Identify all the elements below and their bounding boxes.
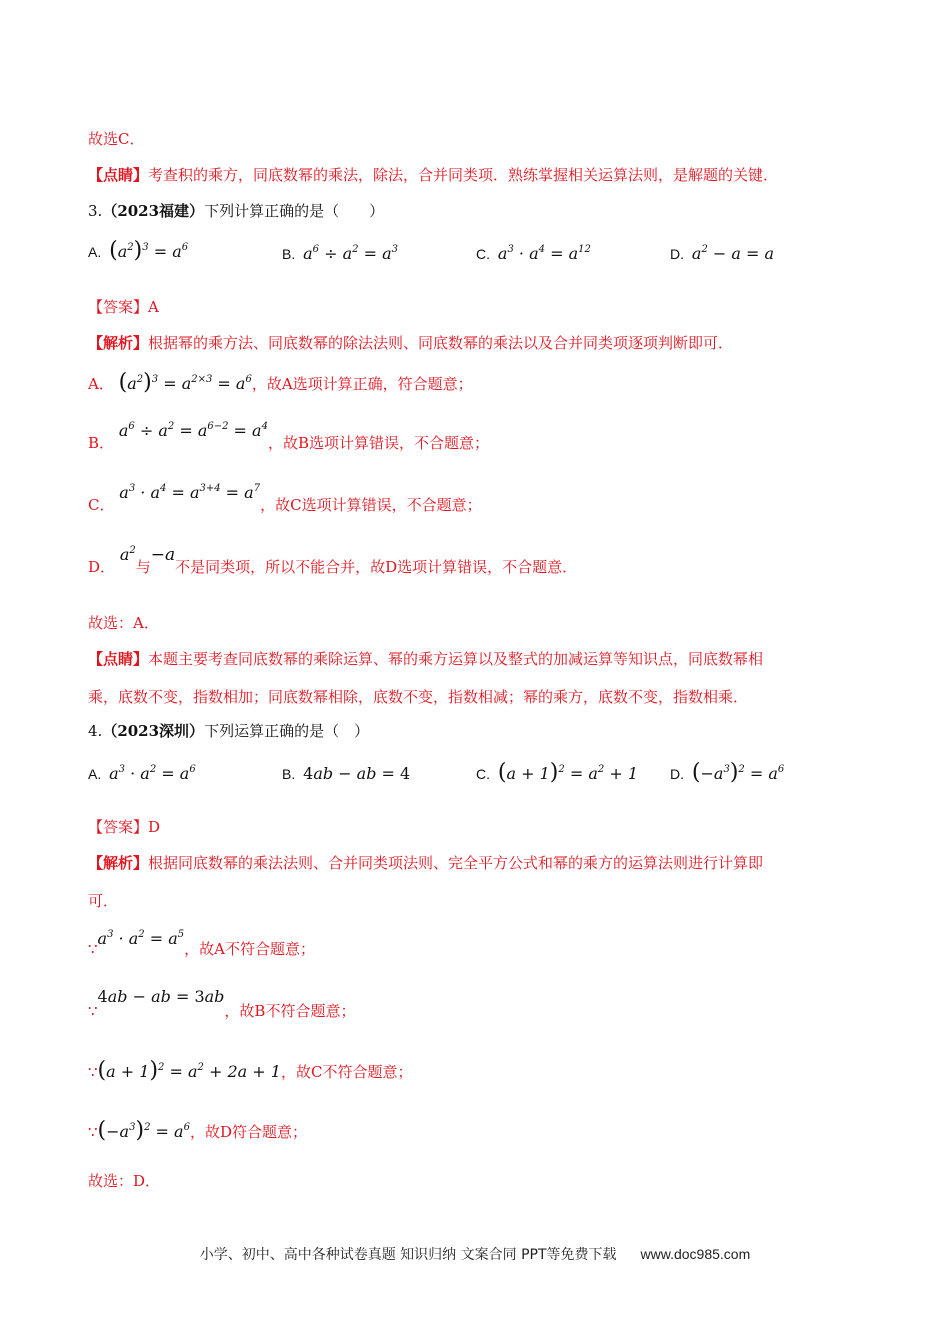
because-symbol-3: ∵ — [88, 1063, 98, 1081]
q3-option-d — [670, 244, 774, 263]
q3-analysis-b-formula: $a^6 \div a^2 = a^{6-2} = a^4$ — [118, 421, 268, 440]
q3-analysis-b-tail: ，故B选项计算错误，不合题意； — [267, 434, 489, 452]
q3-analysis-tag: 【解析】 — [88, 334, 149, 352]
q3-option-b — [282, 244, 398, 263]
dianjing-line-1 — [88, 164, 778, 185]
q4-step-3 — [88, 1058, 412, 1083]
q4-option-b-formula: 4ab − ab = 4 — [303, 764, 411, 783]
footer-text: 小学、初中、高中各种试卷真题 知识归纳 文案合同 PPT等免费下载 — [199, 1247, 617, 1263]
q4-analysis-2: 可． — [88, 892, 119, 910]
q3-analysis-c — [88, 483, 482, 515]
footer — [0, 1244, 950, 1264]
q4-step-3-tail: ，故C不符合题意； — [280, 1063, 413, 1081]
q3-dianjing-1 — [88, 648, 763, 669]
footer-url[interactable]: www.doc985.com — [640, 1246, 751, 1262]
q3-analysis-d-formula-2: −a — [150, 545, 176, 565]
question-4 — [88, 720, 369, 741]
question-4-text: 下列运算正确的是（ ） — [204, 722, 370, 740]
q3-option-c-formula: $a^3 \cdot a^4 = a^{12}$ — [497, 244, 591, 263]
q3-analysis-c-formula: $a^3 \cdot a^4 = a^{3+4} = a^7$ — [119, 483, 261, 502]
q3-option-d-formula: $a^2 - a = a$ — [691, 244, 775, 263]
q3-option-c-label: C. — [476, 246, 490, 262]
q3-option-b-label: B. — [282, 246, 296, 262]
q3-answer: 【答案】A — [88, 298, 159, 316]
q4-step-3-formula: $(a + 1)^2 = a^2 + 2a + 1$ — [97, 1058, 281, 1083]
question-3 — [88, 200, 384, 221]
q3-analysis-a — [88, 370, 473, 395]
q4-step-1-tail: ，故A不符合题意； — [184, 940, 315, 958]
q3-option-a — [88, 238, 188, 263]
q4-analysis-1 — [88, 852, 763, 873]
q3-analysis-c-tail: ，故C选项计算错误，不合题意； — [260, 496, 482, 514]
q4-step-2 — [88, 987, 356, 1021]
q3-option-b-formula: $a^6 \div a^2 = a^3$ — [303, 244, 399, 263]
q4-step-2-formula: 4ab − ab = 3ab — [97, 987, 225, 1006]
q4-option-c-label: C. — [476, 766, 490, 782]
q4-option-a — [88, 764, 196, 783]
q4-option-c-formula: $(a + 1)^2 = a^2 + 1$ — [497, 760, 639, 785]
q3-dianjing-tag: 【点睛】 — [88, 650, 149, 668]
question-3-number: 3. — [88, 202, 103, 220]
question-3-text: 下列计算正确的是（ ） — [204, 202, 385, 220]
question-3-source: （2023福建） — [102, 202, 205, 220]
q3-option-d-label: D. — [670, 246, 684, 262]
q3-analysis-text: 根据幂的乘方法、同底数幂的除法法则、同底数幂的乘法以及合并同类项逐项判断即可． — [148, 334, 734, 352]
q4-choose: 故选：D． — [88, 1172, 161, 1190]
q3-option-a-formula: $(a^2)^3 = a^6$ — [109, 238, 189, 263]
q3-analysis-d-formula-1: $a^2$ — [119, 545, 136, 564]
q3-dianjing-text-1: 本题主要考查同底数幂的乘除运算、幂的乘方运算以及整式的加减运算等知识点，同底数幂相 — [148, 650, 764, 668]
q3-option-a-label: A. — [88, 244, 102, 260]
q4-step-4 — [88, 1118, 307, 1143]
q3-analysis-b — [88, 421, 489, 453]
q4-option-a-label: A. — [88, 766, 102, 782]
q3-analysis-d-tail: 不是同类项，所以不能合并，故D选项计算错误，不合题意． — [175, 558, 578, 576]
dianjing-text: 考查积的乘方，同底数幂的乘法，除法，合并同类项．熟练掌握相关运算法则，是解题的关键． — [148, 166, 779, 184]
q4-step-1 — [88, 929, 315, 959]
dianjing-tag: 【点睛】 — [88, 166, 149, 184]
q3-analysis-a-label: A． — [88, 375, 114, 393]
q4-option-a-formula: $a^3 \cdot a^2 = a^6$ — [109, 764, 196, 783]
q3-option-c — [476, 244, 591, 263]
q3-analysis-a-formula: $(a^2)^3 = a^{2\times 3} = a^6$ — [118, 370, 252, 395]
q3-analysis-a-tail: ，故A选项计算正确，符合题意； — [251, 375, 473, 393]
q3-analysis-d-label: D． — [88, 558, 116, 576]
q3-choose: 故选：A． — [88, 614, 159, 632]
q3-analysis-b-label: B． — [88, 434, 115, 452]
q4-step-4-formula: $(-a^3)^2 = a^6$ — [97, 1118, 190, 1143]
q4-option-b-label: B. — [282, 766, 296, 782]
q4-step-1-formula: $a^3 \cdot a^2 = a^5$ — [97, 929, 185, 948]
because-symbol-4: ∵ — [88, 1123, 98, 1141]
because-symbol-2: ∵ — [88, 1002, 98, 1020]
q4-option-d-label: D. — [670, 766, 684, 782]
because-symbol-1: ∵ — [88, 940, 98, 958]
q4-option-d-formula: $(-a^3)^2 = a^6$ — [691, 760, 785, 785]
question-4-source: （2023深圳） — [102, 722, 205, 740]
choose-c-line: 故选C． — [88, 130, 145, 148]
q3-analysis-d — [88, 545, 578, 577]
q4-analysis-text-1: 根据同底数幂的乘法法则、合并同类项法则、完全平方公式和幂的乘方的运算法则进行计算即 — [148, 854, 764, 872]
q4-option-d — [670, 760, 784, 785]
q4-option-b — [282, 764, 410, 783]
q4-option-c — [476, 760, 638, 785]
q3-analysis — [88, 332, 733, 353]
q3-analysis-d-mid: 与 — [135, 558, 151, 576]
q4-step-4-tail: ，故D符合题意； — [189, 1123, 307, 1141]
q4-analysis-tag: 【解析】 — [88, 854, 149, 872]
question-4-number: 4. — [88, 722, 103, 740]
q3-dianjing-2: 乘，底数不变，指数相加；同底数幂相除，底数不变，指数相减；幂的乘方，底数不变，指数相乘． — [88, 688, 749, 706]
q4-step-2-tail: ，故B不符合题意； — [224, 1002, 356, 1020]
q3-analysis-c-label: C． — [88, 496, 115, 514]
q4-answer: 【答案】D — [88, 818, 161, 836]
